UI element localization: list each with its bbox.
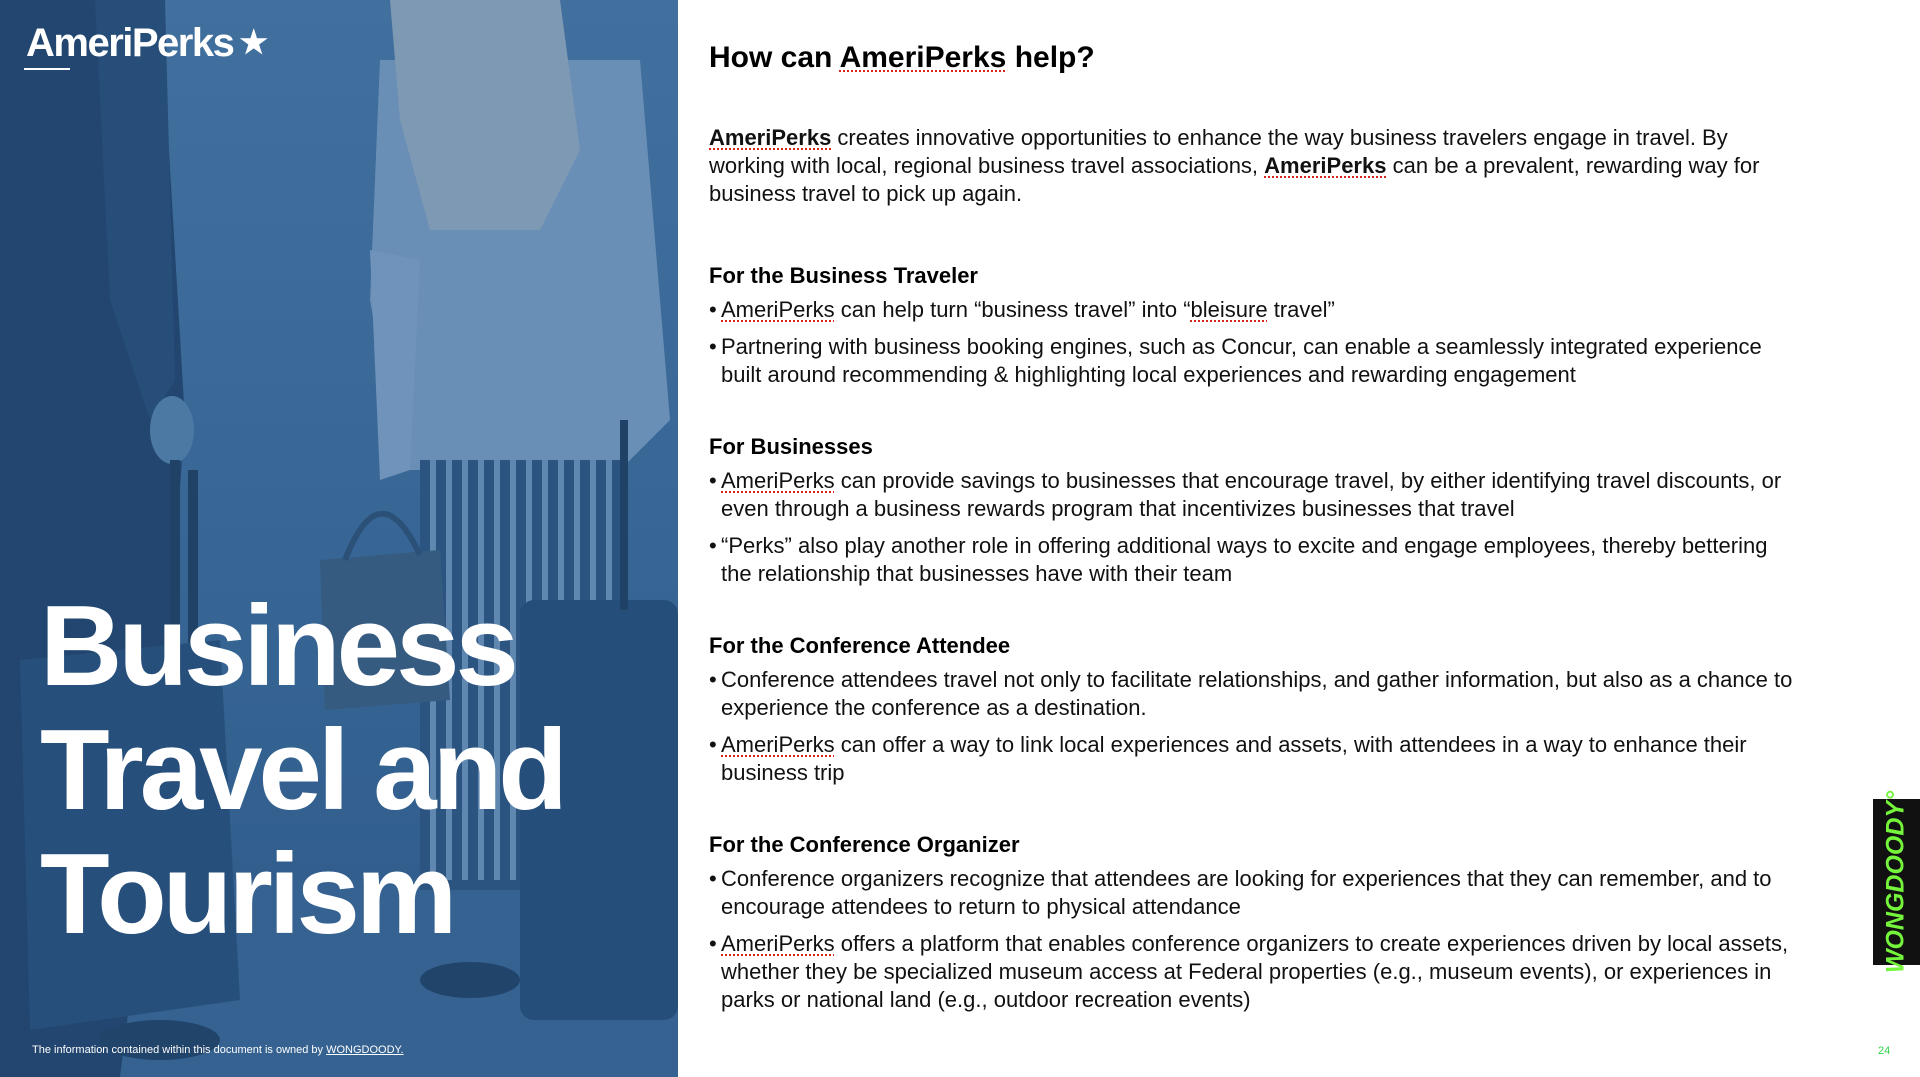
intro-paragraph <box>709 124 1799 208</box>
bullet-icon: • <box>709 732 717 757</box>
bullet-icon: • <box>709 931 717 956</box>
list-item-text: offers a platform that enables conference organizers to create experiences driven by local assets, whether they be specialized museum access at Federal properties (e.g., museum events), or experiences in parks or national land (e.g., outdoor recreation events) <box>721 931 1789 1012</box>
bullet-icon: • <box>709 334 717 359</box>
wongdoody-badge <box>1873 790 1920 974</box>
list-item-text: travel” <box>1267 297 1335 322</box>
ownership-link[interactable]: WONGDOODY. <box>326 1044 404 1056</box>
section-title: For the Conference Attendee <box>709 633 1011 658</box>
list-item-text: Conference organizers recognize that attendees are looking for experiences that they can remember, and to encourage attendees to return to physical attendance <box>721 866 1772 919</box>
page-title-brand: AmeriPerks <box>839 41 1007 74</box>
list-item <box>709 333 1799 389</box>
brand-mention: AmeriPerks <box>721 468 835 493</box>
page-title-suffix: help? <box>1006 41 1095 74</box>
bullet-icon: • <box>709 297 717 322</box>
list-item-text: “Perks” also play another role in offering additional ways to excite and engage employees, thereby bettering the relationship that businesses have with their team <box>721 533 1768 586</box>
hero-title-line-1: Business <box>40 583 515 710</box>
brand-mention: AmeriPerks <box>721 931 835 956</box>
section-title: For the Business Traveler <box>709 263 978 288</box>
list-item-text: can offer a way to link local experiences and assets, with attendees in a way to enhance their business trip <box>721 732 1747 785</box>
page-title <box>709 36 1799 80</box>
brand-mention: AmeriPerks <box>721 732 835 757</box>
section-businesses <box>709 433 1799 588</box>
section-title: For Businesses <box>709 434 873 459</box>
list-item <box>709 467 1799 523</box>
list-item <box>709 731 1799 787</box>
intro-text-1: creates innovative opportunities to enhance the way business travelers engage in travel. By working with local, regional business travel associations, <box>709 125 1728 178</box>
hero-panel <box>0 0 678 1077</box>
page-number: 24 <box>1878 1045 1891 1057</box>
ownership-note-text: The information contained within this document is owned by <box>32 1044 327 1056</box>
intro-brand: AmeriPerks <box>709 125 832 150</box>
wongdoody-logo-text: WONGDOODY° <box>1881 790 1910 974</box>
section-title: For the Conference Organizer <box>709 832 1020 857</box>
hero-title-line-2: Travel and <box>40 707 564 834</box>
bullet-icon: • <box>709 866 717 891</box>
list-item <box>709 930 1799 1014</box>
bullet-list <box>709 666 1799 787</box>
list-item <box>709 296 1799 324</box>
list-item <box>709 865 1799 921</box>
section-business-traveler <box>709 262 1799 389</box>
list-item-text: Partnering with business booking engines, such as Concur, can enable a seamlessly integrated experience built around recommending & highlighting local experiences and rewarding engagement <box>721 334 1762 387</box>
star-icon: ★ <box>239 24 269 60</box>
bullet-list <box>709 467 1799 588</box>
bullet-icon: • <box>709 667 717 692</box>
list-item-text: can help turn “business travel” into “ <box>834 297 1191 322</box>
list-item-text: can provide savings to businesses that encourage travel, by either identifying travel discounts, or even through a business rewards program that incentivizes businesses that travel <box>721 468 1782 521</box>
hero-title-line-3: Tourism <box>40 831 454 958</box>
logo-text: AmeriPerks <box>26 21 234 65</box>
list-item-text: Conference attendees travel not only to facilitate relationships, and gather information, but also as a chance to experience the conference as a destination. <box>721 667 1793 720</box>
list-item <box>709 666 1799 722</box>
bullet-list <box>709 296 1799 389</box>
page-title-prefix: How can <box>709 41 840 74</box>
intro-brand-2: AmeriPerks <box>1264 153 1387 178</box>
bleisure-word: bleisure <box>1190 297 1268 322</box>
ownership-note <box>32 1044 404 1056</box>
hero-title <box>40 585 564 957</box>
brand-mention: AmeriPerks <box>721 297 835 322</box>
bullet-icon: • <box>709 533 717 558</box>
list-item <box>709 532 1799 588</box>
bullet-icon: • <box>709 468 717 493</box>
section-conference-attendee <box>709 632 1799 787</box>
ameriperks-logo <box>26 18 268 67</box>
bullet-list <box>709 865 1799 1014</box>
logo-underline <box>24 68 70 70</box>
content-area <box>709 36 1799 1014</box>
section-conference-organizer <box>709 831 1799 1014</box>
intro-text-2: can be a prevalent, rewarding way for business travel to pick up again. <box>709 153 1760 206</box>
